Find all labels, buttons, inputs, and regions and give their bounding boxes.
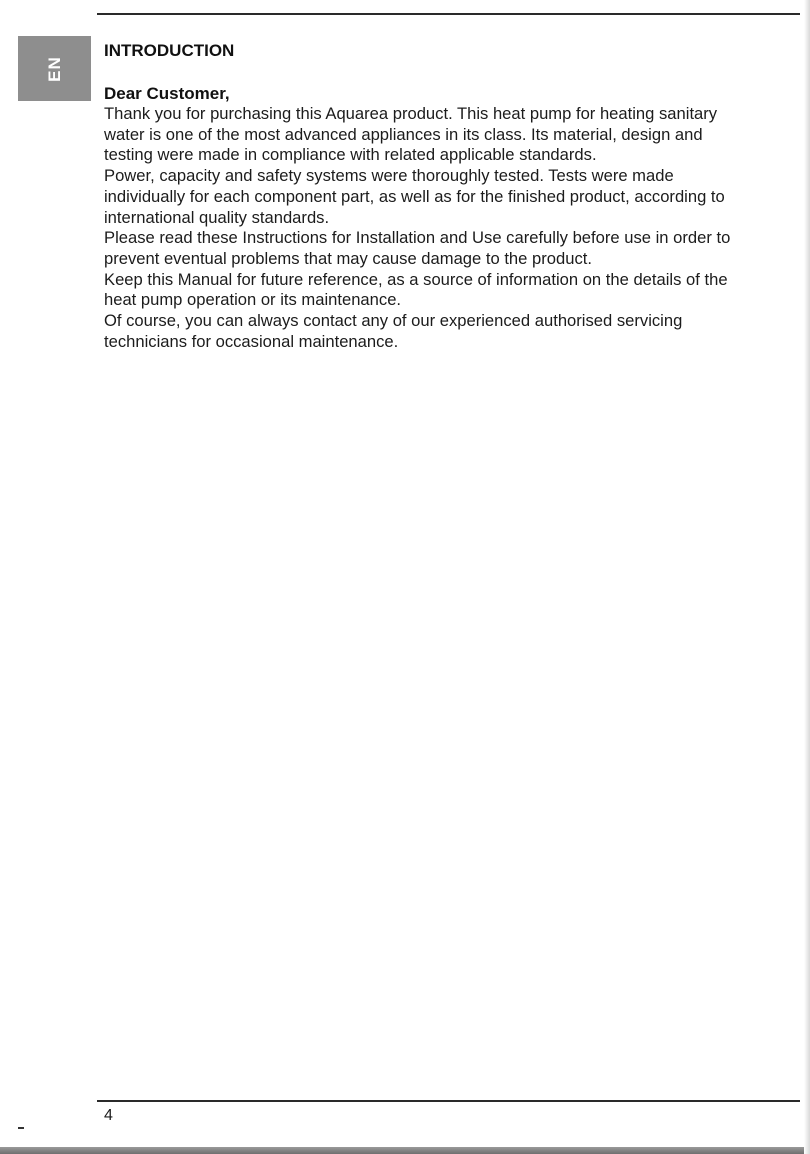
body-line: heat pump operation or its maintenance.: [104, 290, 402, 310]
body-line: water is one of the most advanced appliances in its class. Its material, design and: [104, 124, 703, 144]
body-line: Keep this Manual for future reference, as a source of information on the details of the: [104, 269, 728, 289]
body-line: prevent eventual problems that may cause damage to the product.: [104, 248, 592, 268]
bottom-rule: [97, 1100, 800, 1102]
body-line: individually for each component part, as well as for the finished product, according to: [104, 186, 725, 206]
body-line: testing were made in compliance with related applicable standards.: [104, 145, 597, 165]
margin-mark: [18, 1127, 24, 1129]
language-tab: [18, 36, 91, 101]
body-line: technicians for occasional maintenance.: [104, 331, 399, 351]
language-tab-label: EN: [44, 55, 64, 82]
body-line: Power, capacity and safety systems were thoroughly tested. Tests were made: [104, 166, 674, 186]
body-line: Thank you for purchasing this Aquarea product. This heat pump for heating sanitary: [104, 104, 718, 123]
section-title: INTRODUCTION: [104, 41, 235, 60]
introduction-body: [104, 104, 794, 352]
scan-bottom-edge: [0, 1147, 810, 1154]
body-line: Of course, you can always contact any of our experienced authorised servicing: [104, 311, 683, 331]
body-line: Please read these Instructions for Installation and Use carefully before use in order to: [104, 228, 731, 248]
salutation: Dear Customer,: [104, 84, 230, 103]
top-rule: [97, 13, 800, 15]
body-line: international quality standards.: [104, 207, 330, 227]
scan-right-edge: [804, 0, 810, 1154]
page-number: 4: [104, 1107, 113, 1124]
